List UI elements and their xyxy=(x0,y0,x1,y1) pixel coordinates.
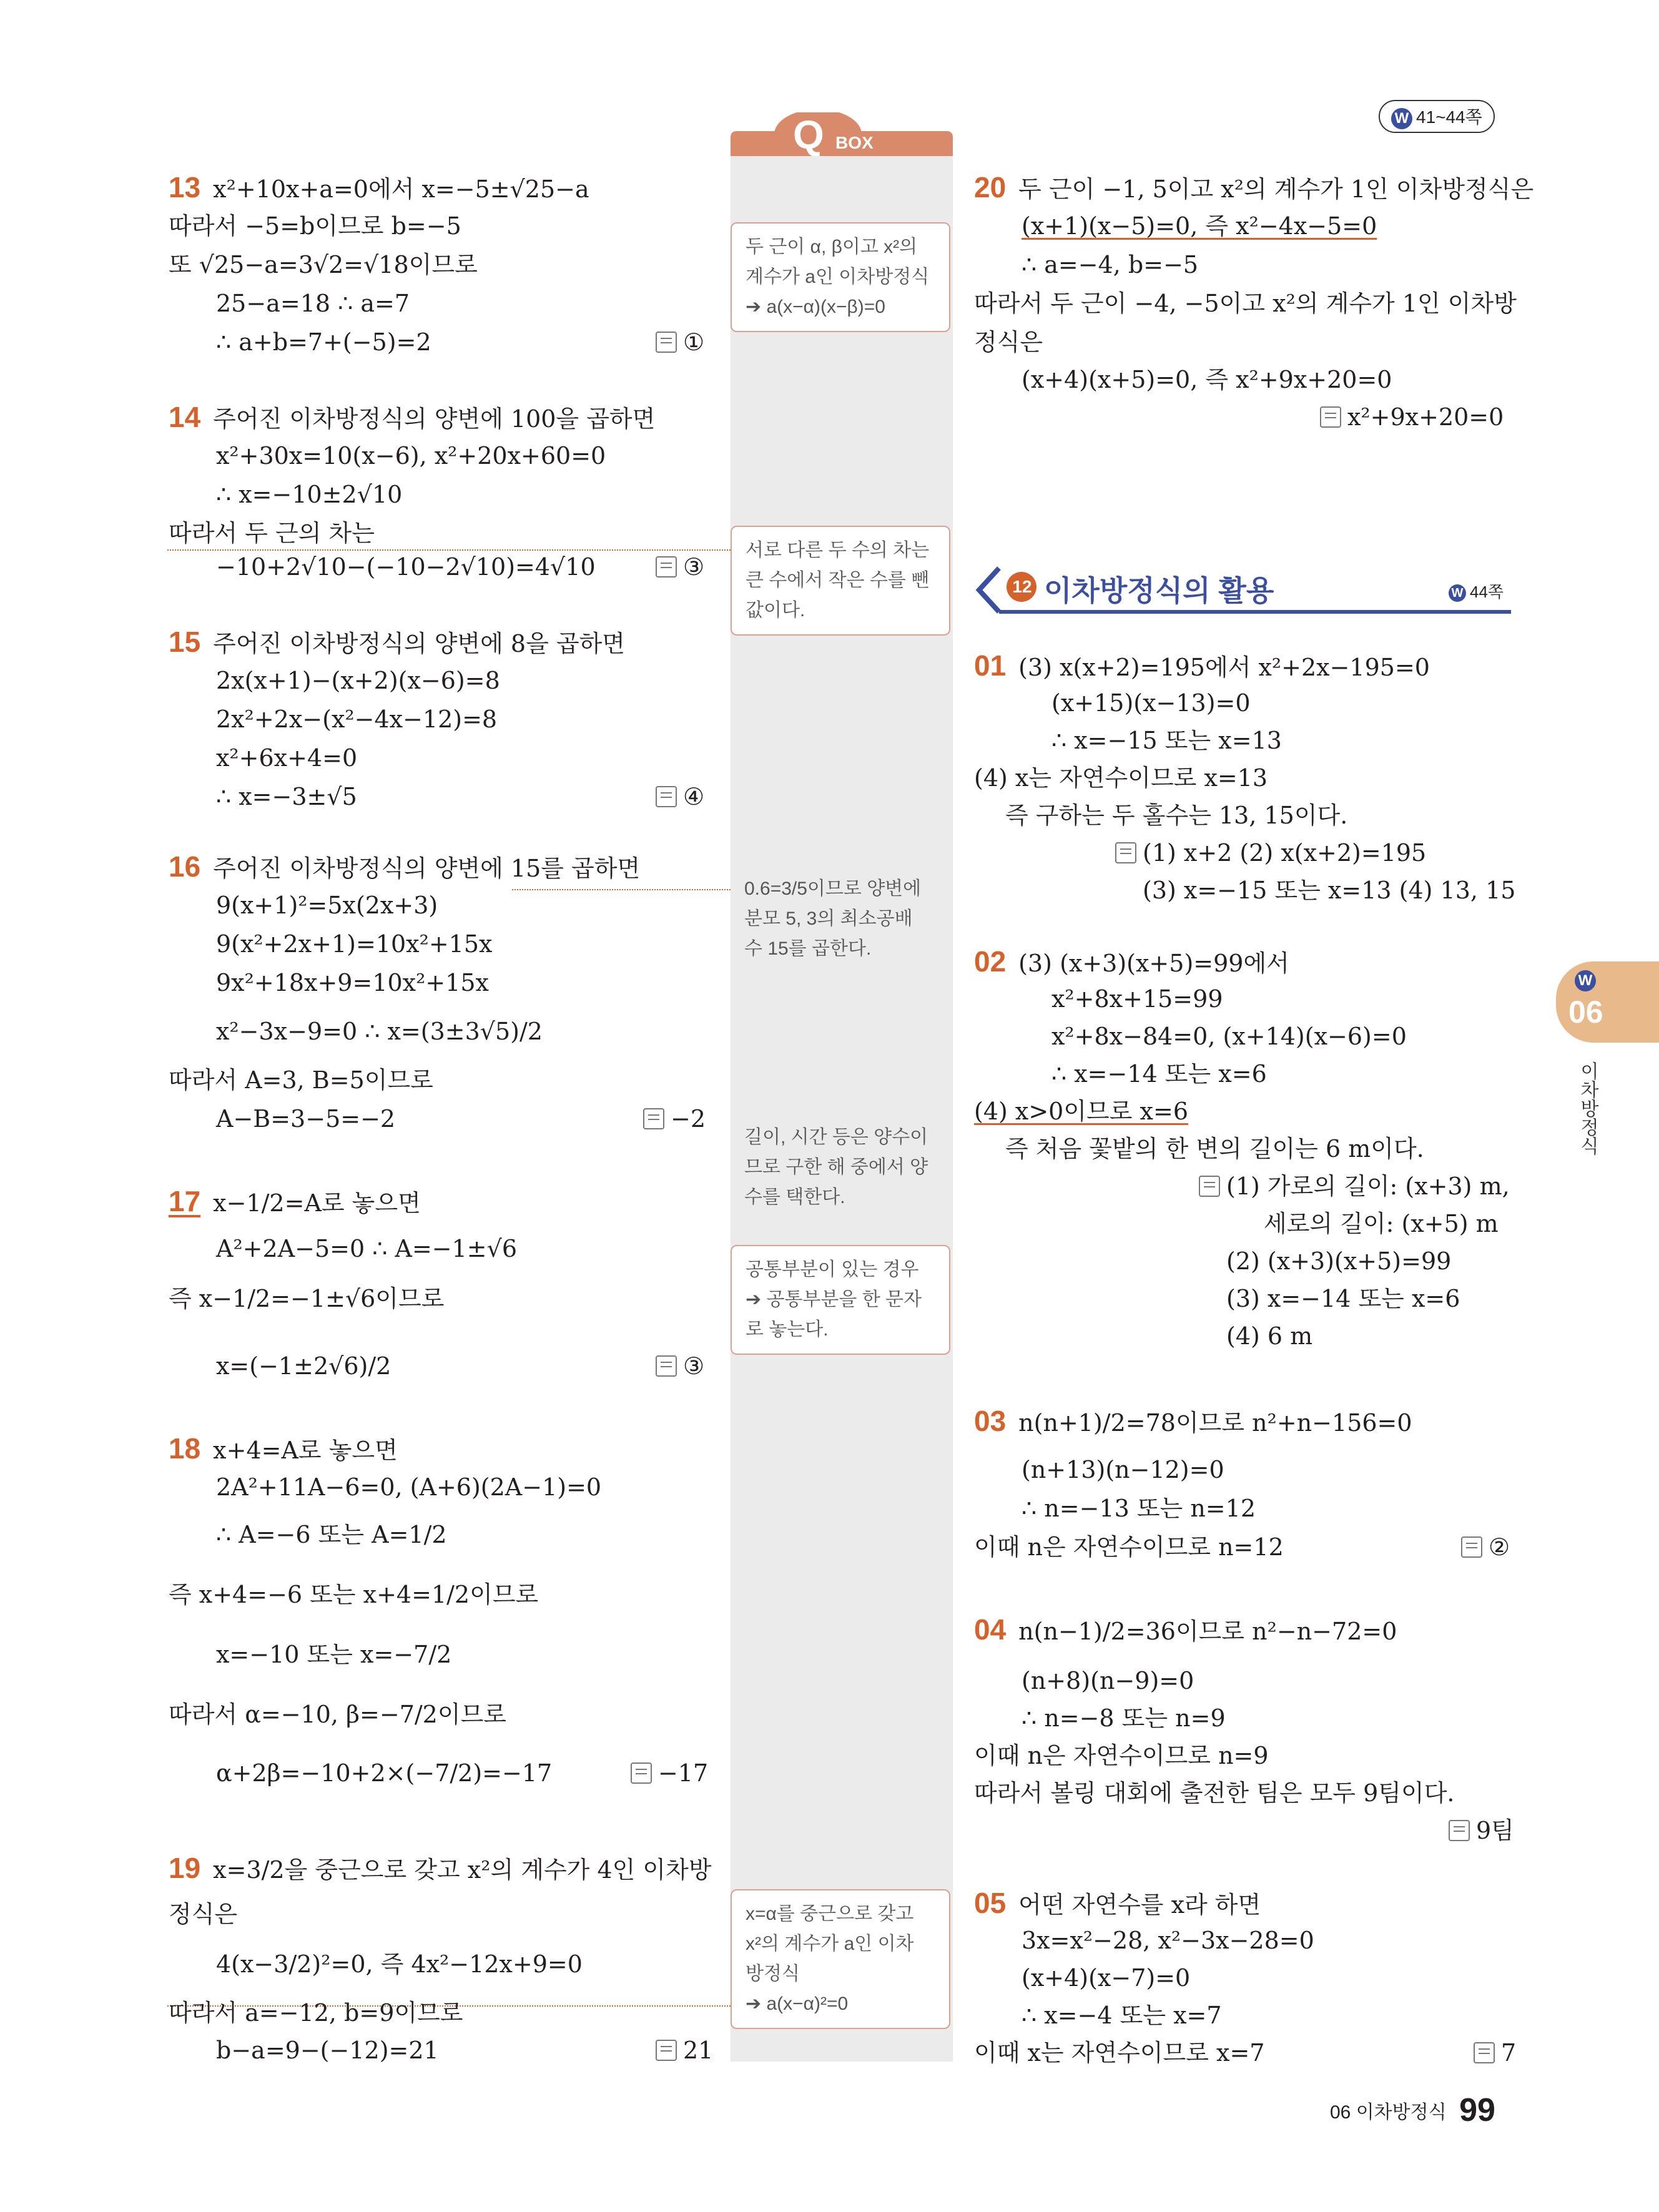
svg-text:Q: Q xyxy=(793,112,824,156)
answer-icon xyxy=(656,332,677,353)
chapter-label: 이차방정식 xyxy=(1577,1061,1598,1155)
answer: −2 xyxy=(643,1101,706,1136)
section-ref: W 44쪽 xyxy=(1449,579,1504,602)
answer: 7 xyxy=(1474,2035,1516,2070)
qbox-note-2: 서로 다른 두 수의 차는 큰 수에서 작은 수를 뺀 값이다. xyxy=(731,526,950,636)
answer: ③ xyxy=(656,1349,704,1384)
page-ref: W 41~44쪽 xyxy=(1379,100,1495,133)
qbox-note-3: 0.6=3/5이므로 양변에 분모 5, 3의 최소공배 수 15를 곱한다. xyxy=(744,878,922,959)
w-icon: W xyxy=(1575,970,1596,991)
section-header xyxy=(974,562,1511,618)
qbox-note-5: 공통부분이 있는 경우 ➔ 공통부분을 한 문자 로 놓는다. xyxy=(731,1245,950,1355)
qbox-note-1: 두 근이 α, β이고 x²의 계수가 a인 이차방정식 ➔ a(x−α)(x−β)=0 xyxy=(731,222,950,332)
section-number: 12 xyxy=(1012,577,1032,596)
qbox-note-4: 길이, 시간 등은 양수이 므로 구한 해 중에서 양 수를 택한다. xyxy=(744,1127,928,1207)
qbox-note-6: x=α를 중근으로 갖고 x²의 계수가 a인 이차 방정식 ➔ a(x−α)²=0 xyxy=(731,1889,950,2029)
w-icon: W xyxy=(1391,108,1412,129)
answer: 21 xyxy=(656,2033,713,2068)
answer: x²+9x+20=0 xyxy=(1320,400,1504,435)
footer xyxy=(1330,2092,1495,2129)
chapter-number: 06 xyxy=(1568,995,1603,1030)
answer: −17 xyxy=(631,1756,708,1791)
section-title: 이차방정식의 활용 xyxy=(1044,574,1274,607)
footer-chapter: 06 이차방정식 xyxy=(1330,2102,1447,2123)
answer: (1) x+2 (2) x(x+2)=195 xyxy=(1115,835,1426,870)
qbox-header xyxy=(731,112,953,156)
answer: ① xyxy=(656,325,704,360)
answer: ③ xyxy=(656,549,704,584)
chapter-tab xyxy=(1556,961,1659,1043)
answer: 9팀 xyxy=(1449,1813,1514,1848)
page-number: 99 xyxy=(1459,2092,1495,2128)
answer: (1) 가로의 길이: (x+3) m, xyxy=(1199,1169,1510,1204)
answer: ② xyxy=(1461,1530,1510,1565)
answer: ④ xyxy=(656,779,704,814)
qbox-column xyxy=(731,139,953,2062)
qbox-label: BOX xyxy=(835,133,874,152)
connector-line xyxy=(512,889,731,890)
problem-number: 13 xyxy=(169,171,201,204)
